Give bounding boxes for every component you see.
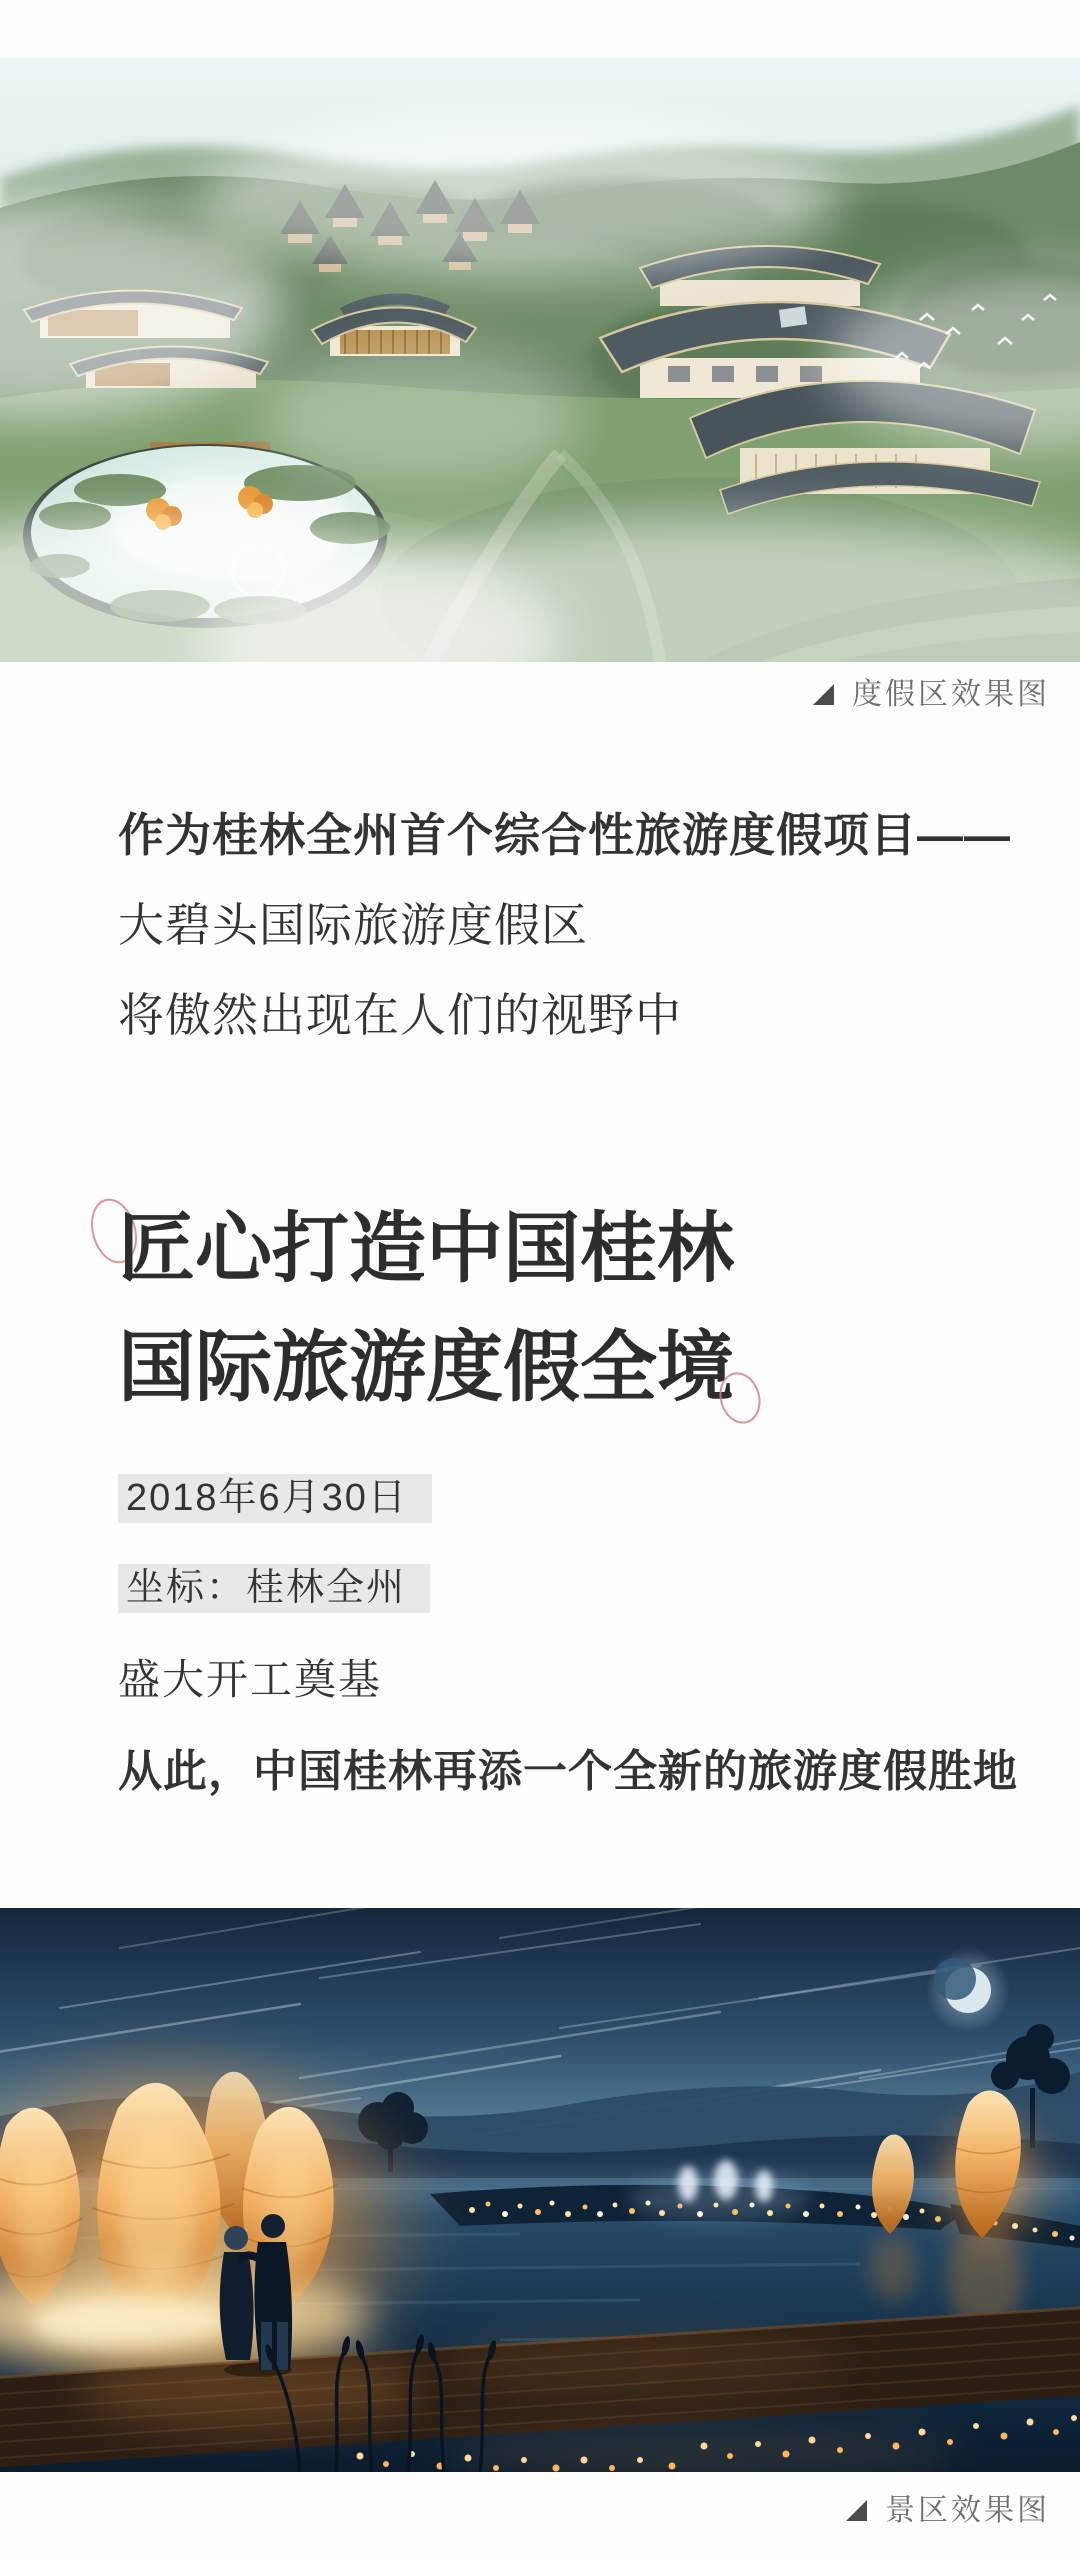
hero-caption bbox=[813, 678, 1050, 712]
intro-line-2: 大碧头国际旅游度假区 bbox=[118, 899, 588, 951]
hero-image-figure[interactable] bbox=[0, 58, 1080, 662]
moon bbox=[926, 1948, 1010, 2032]
main-headline bbox=[118, 1190, 734, 1428]
event-date: 2018年6月30日 bbox=[118, 1474, 432, 1523]
night-lantern-render bbox=[0, 1908, 1080, 2472]
headline-line-2: 国际旅游度假全境 bbox=[118, 1325, 734, 1411]
intro-paragraph bbox=[118, 790, 1011, 1060]
hero-caption-label: 度假区效果图 bbox=[852, 678, 1050, 711]
scene-image-figure[interactable] bbox=[0, 1908, 1080, 2472]
caption-triangle-icon bbox=[846, 2500, 867, 2521]
event-closing: 从此，中国桂林再添一个全新的旅游度假胜地 bbox=[118, 1747, 1018, 1796]
caption-triangle-icon bbox=[813, 684, 834, 705]
scene-caption-label: 景区效果图 bbox=[885, 2494, 1050, 2527]
intro-line-3: 将傲然出现在人们的视野中 bbox=[118, 989, 682, 1041]
intro-line-1: 作为桂林全州首个综合性旅游度假项目—— bbox=[118, 809, 1011, 861]
scene-caption bbox=[846, 2494, 1050, 2528]
resort-aerial-render bbox=[0, 58, 1080, 662]
event-action: 盛大开工奠基 bbox=[118, 1656, 383, 1703]
event-location: 坐标：桂林全州 bbox=[118, 1564, 430, 1613]
event-details bbox=[118, 1474, 1018, 1794]
headline-line-1: 匠心打造中国桂林 bbox=[118, 1206, 734, 1292]
